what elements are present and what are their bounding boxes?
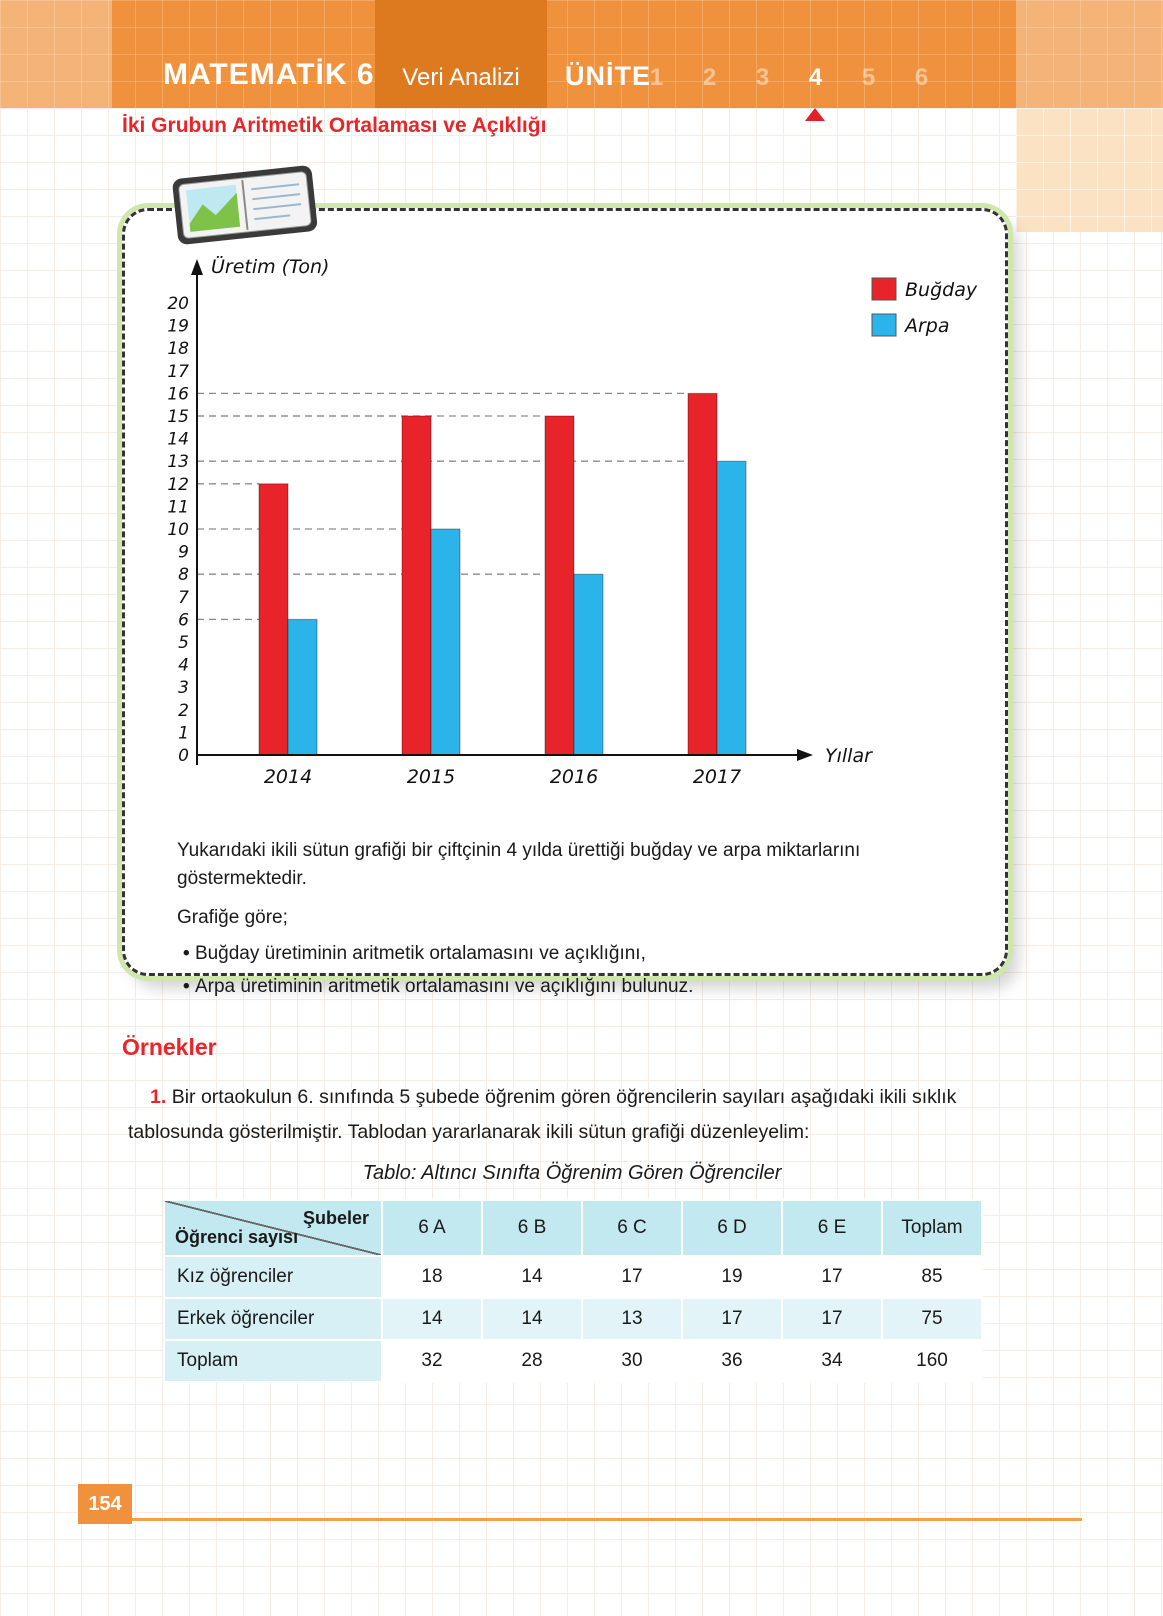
table-caption: Tablo: Altıncı Sınıfta Öğrenim Gören Öğrenciler [362,1162,782,1184]
table-header-row [164,1200,982,1256]
unit-number-3: 3 [755,64,770,91]
unit-number-6: 6 [914,64,929,91]
row-label-r2: Toplam [164,1340,382,1382]
row-label-r0: Kız öğrenciler [164,1256,382,1298]
y-tick-11: 11 [167,497,189,518]
examples-heading: Örnekler [122,1034,217,1060]
double-bar-chart [137,235,997,825]
active-unit-marker-triangle [805,108,825,121]
y-tick-14: 14 [167,429,189,450]
cell-r2-c2: 30 [582,1340,682,1382]
section-tab [375,0,547,108]
y-tick-19: 19 [167,316,189,337]
section-title: Veri Analizi [402,64,520,91]
y-tick-15: 15 [167,407,189,427]
bar-arpa-2015 [431,529,460,755]
x-tick-2017: 2017 [692,766,742,788]
column-header-c5: Toplam [882,1200,982,1256]
margin-grid-decoration [1016,108,1163,232]
frequency-table [163,1199,983,1383]
cell-r1-c2: 13 [582,1298,682,1340]
x-axis-label: Yıllar [825,745,872,767]
y-tick-12: 12 [167,474,189,495]
cell-r1-c5: 75 [882,1298,982,1340]
chart-instruction: Grafiğe göre; [177,907,288,929]
cell-r2-c1: 28 [482,1340,582,1382]
y-tick-17: 17 [167,361,189,382]
x-tick-2014: 2014 [263,766,313,788]
cell-r0-c5: 85 [882,1256,982,1298]
bar-bugday-2017 [688,393,717,755]
bar-bugday-2016 [545,416,574,755]
book-title: MATEMATİK 6 [163,58,375,91]
corner-label-subeler: Şubeler [302,1208,369,1228]
footer-line-decoration [132,1518,1082,1521]
cell-r2-c4: 34 [782,1340,882,1382]
column-header-c2: 6 C [582,1200,682,1256]
cell-r0-c1: 14 [482,1256,582,1298]
legend-label-arpa: Arpa [905,315,950,337]
y-tick-20: 20 [167,294,189,314]
unit-number-4: 4 [808,64,823,91]
cell-r0-c0: 18 [382,1256,482,1298]
y-axis-label: Üretim (Ton) [211,256,330,278]
x-tick-2015: 2015 [406,766,456,788]
y-tick-2: 2 [178,700,189,721]
bar-arpa-2017 [717,461,746,755]
y-tick-6: 6 [178,610,189,631]
bar-bugday-2014 [259,484,288,755]
y-tick-0: 0 [178,746,189,766]
table-row-r0 [164,1256,982,1298]
table-row-r2 [164,1340,982,1382]
cell-r2-c3: 36 [682,1340,782,1382]
bar-arpa-2014 [288,619,317,755]
bullet-bugday: • Buğday üretiminin aritmetik ortalamasını ve açıklığını, [183,943,983,965]
column-header-c3: 6 D [682,1200,782,1256]
y-tick-13: 13 [167,452,189,473]
corner-label-ogrenci-sayisi: Öğrenci sayısı [175,1227,299,1247]
example-1-text [128,1080,1028,1150]
y-tick-7: 7 [178,587,189,608]
example-1-number: 1. [150,1086,167,1108]
table-row-r1 [164,1298,982,1340]
notebook-icon [165,158,325,253]
y-tick-16: 16 [167,384,189,405]
y-tick-4: 4 [178,655,189,676]
cell-r0-c4: 17 [782,1256,882,1298]
table-corner-cell [164,1200,382,1256]
cell-r2-c5: 160 [882,1340,982,1382]
header-grid-right-decoration [1016,0,1163,108]
bar-bugday-2015 [402,416,431,755]
chart-svg [137,235,997,825]
y-tick-9: 9 [178,542,189,563]
page-header [0,0,1163,108]
page-title: İki Grubun Aritmetik Ortalaması ve Açıklığı [122,114,547,137]
activity-box [122,208,1008,997]
cell-r2-c0: 32 [382,1340,482,1382]
row-label-r1: Erkek öğrenciler [164,1298,382,1340]
legend-swatch-arpa [872,314,896,336]
header-grid-left-decoration [0,0,112,108]
y-tick-8: 8 [178,565,189,586]
unit-numbers [630,64,948,92]
column-header-c4: 6 E [782,1200,882,1256]
bullet-arpa: • Arpa üretiminin aritmetik ortalamasını ve açıklığını bulunuz. [183,976,983,998]
cell-r0-c3: 19 [682,1256,782,1298]
unit-label: ÜNİTE [565,61,651,91]
y-tick-3: 3 [178,678,189,699]
cell-r0-c2: 17 [582,1256,682,1298]
unit-number-1: 1 [649,64,664,91]
y-tick-18: 18 [167,339,189,360]
y-tick-10: 10 [167,520,189,540]
cell-r1-c4: 17 [782,1298,882,1340]
unit-number-5: 5 [861,64,876,91]
y-tick-1: 1 [178,723,189,744]
cell-r1-c3: 17 [682,1298,782,1340]
frequency-table-section [163,1162,981,1383]
y-tick-5: 5 [178,633,189,653]
unit-number-2: 2 [702,64,717,91]
legend-label-bugday: Buğday [905,279,978,301]
x-tick-2016: 2016 [549,766,599,788]
cell-r1-c0: 14 [382,1298,482,1340]
example-1-body: Bir ortaokulun 6. sınıfında 5 şubede öğrenim gören öğrencilerin sayıları aşağıdaki ikili sıklık tablosunda gösterilmiştir. Tablodan yararlanarak ikili sütun grafiği düzenleyelim: [128,1086,957,1144]
cell-r1-c1: 14 [482,1298,582,1340]
legend-swatch-bugday [872,278,896,300]
bar-arpa-2016 [574,574,603,755]
column-header-c1: 6 B [482,1200,582,1256]
chart-description: Yukarıdaki ikili sütun grafiği bir çiftçinin 4 yılda ürettiği buğday ve arpa miktarlarını göstermektedir. [177,840,861,889]
page-number: 154 [78,1484,132,1524]
column-header-c0: 6 A [382,1200,482,1256]
